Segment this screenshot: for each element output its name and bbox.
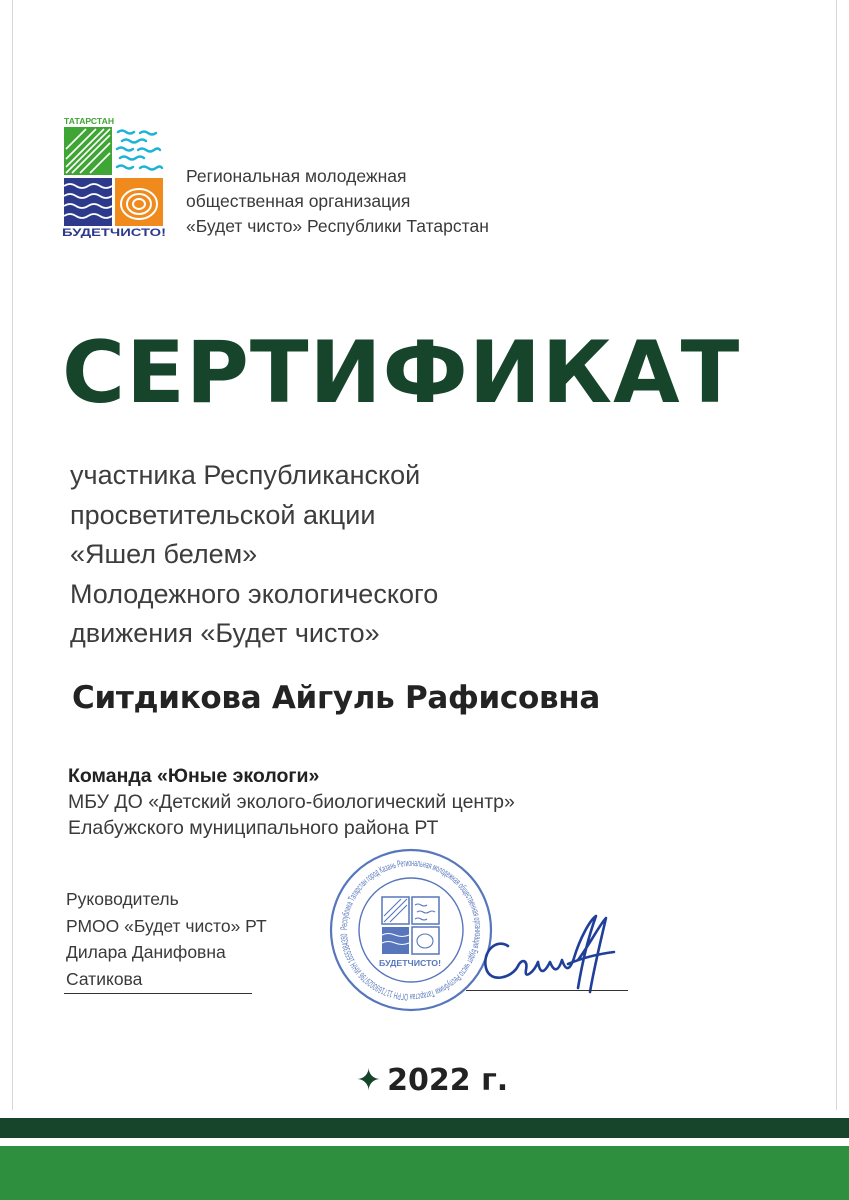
description-line: просветительской акции — [70, 499, 376, 530]
stamp-ring-text: Республика Татарстан город Казань Региональная молодежная общественная организация Будет чисто Республики Татарстан ОГРН 1171690029796 ИНН 1655384350 — [338, 857, 484, 1003]
footer-band-dark — [0, 1118, 849, 1138]
leader-line: Дилара Данифовна — [66, 942, 226, 962]
recipient-name: Ситдикова Айгуль Рафисовна — [72, 680, 601, 716]
description-line: участника Республиканской — [70, 460, 421, 490]
certificate-year — [356, 1063, 508, 1098]
logo-brand-text: БУДЕТЧИСТО! — [62, 227, 166, 238]
budet-chisto-logo — [62, 116, 166, 238]
signature — [478, 908, 618, 998]
description-line: движения «Будет чисто» — [70, 618, 380, 648]
team-block — [68, 763, 515, 841]
leader-line: Сатикова — [66, 968, 143, 989]
institution-line: МБУ ДО «Детский эколого-биологический центр» — [68, 791, 515, 813]
certificate-title: СЕРТИФИКАТ — [62, 323, 741, 423]
leader-underline — [64, 993, 252, 994]
svg-text:Республика Татарстан город Каз — [339, 858, 483, 1002]
sparkle-icon: ✦ — [356, 1063, 382, 1098]
signature-underline — [466, 990, 628, 991]
organization-name — [186, 164, 489, 239]
org-line: общественная организация — [186, 191, 411, 211]
logo-top-text: ТАТАРСТАН — [64, 116, 115, 126]
footer-band-green — [0, 1146, 849, 1200]
certificate-description — [70, 456, 438, 654]
team-name: Команда «Юные экологи» — [68, 765, 320, 787]
description-line: Молодежного экологического — [70, 578, 439, 609]
leader-line: Руководитель — [66, 889, 179, 909]
leader-line: РМОО «Будет чисто» РТ — [66, 915, 267, 936]
stamp-brand-text: БУДЕТЧИСТО! — [379, 958, 442, 968]
org-line: Региональная молодежная — [186, 166, 407, 186]
leader-block — [66, 886, 267, 992]
year-text: 2022 г. — [387, 1063, 509, 1098]
org-line: «Будет чисто» Республики Татарстан — [186, 216, 489, 236]
institution-line: Елабужского муниципального района РТ — [68, 817, 439, 839]
description-line: «Яшел белем» — [70, 539, 258, 569]
